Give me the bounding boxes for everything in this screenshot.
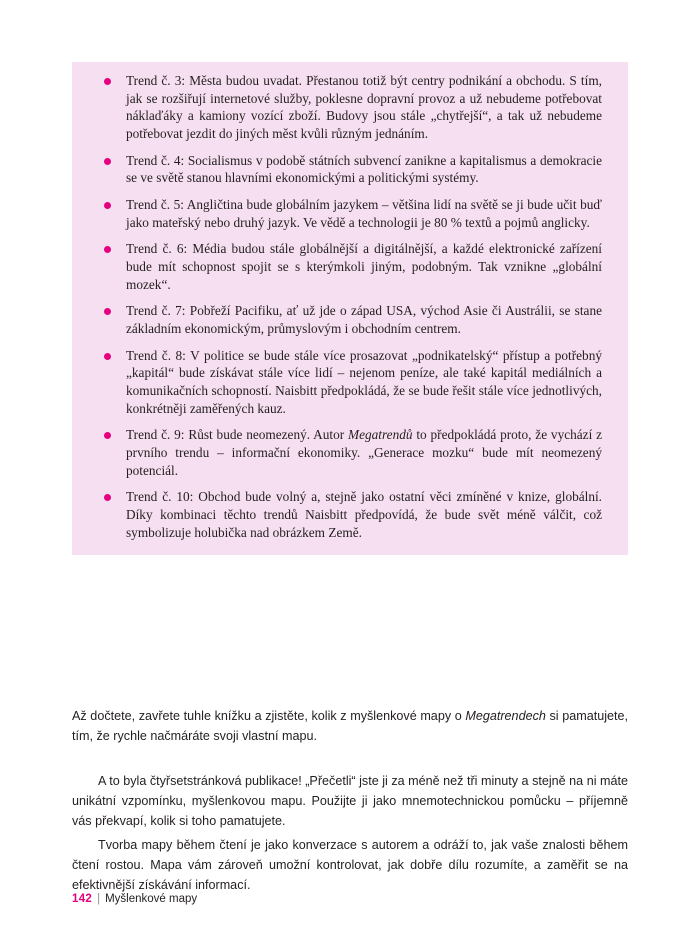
list-item bbox=[98, 196, 602, 231]
bullet-icon bbox=[104, 202, 111, 209]
list-item bbox=[98, 72, 602, 143]
page-footer bbox=[72, 893, 628, 905]
trend-6-text: Trend č. 6: Média budou stále globálnější a digitálnější, a každé elektronické zařízení bude mít schopnost spojit se s kterýmkoli jiným, podobným. Tak vznikne „globální mozek“. bbox=[126, 241, 602, 292]
list-item bbox=[98, 302, 602, 337]
trend-8-text: Trend č. 8: V politice se bude stále více prosazovat „podnikatelský“ přístup a potřebný „kapitál“ bude získávat stále více lidí – nejenom peníze, ale také kapitál mediálních a komunikačních schopností. Naisbitt předpokládá, že se bude řešit stále více jednotlivých, konkrétněji zaměřených kauz. bbox=[126, 347, 602, 416]
trend-5-text: Trend č. 5: Angličtina bude globálním jazykem – většina lidí na světě se ji bude učit buď jako mateřský nebo druhý jazyk. Ve vědě a technologii je 80 % textů a pojmů anglicky. bbox=[126, 197, 602, 230]
body-paragraph-3: Tvorba mapy během čtení je jako konverzace s autorem a odráží to, jak vaše znalosti během čtení rostou. Mapa vám zároveň umožní kontrolovat, jak dobře dílu rozumíte, a zaměřit se na efektivnější získávání informací. bbox=[72, 837, 628, 893]
bullet-icon bbox=[104, 353, 111, 360]
bullet-icon bbox=[104, 158, 111, 165]
list-item bbox=[98, 488, 602, 541]
trend-4-text: Trend č. 4: Socialismus v podobě státních subvencí zanikne a kapitalismus a demokracie se ve světě stanou hlavními ekonomickými a politickými systémy. bbox=[126, 152, 602, 186]
body-paragraph-2: A to byla čtyřsetstránková publikace! „Přečetli“ jste ji za méně než tři minuty a stejně na ni máte unikátní vzpomínku, myšlenkovou mapu. Použijte ji jako mnemotechnickou pomůcku – příjemně vás překvapí, kolik si toho pamatujete. bbox=[72, 773, 628, 829]
bullet-icon bbox=[104, 78, 111, 85]
bullet-icon bbox=[104, 246, 111, 253]
list-item bbox=[98, 152, 602, 187]
list-item bbox=[98, 347, 602, 418]
footer-separator: | bbox=[97, 893, 101, 905]
trends-highlight-box bbox=[72, 62, 628, 555]
list-item bbox=[98, 240, 602, 293]
bullet-icon bbox=[104, 432, 111, 439]
trend-7-text: Trend č. 7: Pobřeží Pacifiku, ať už jde o západ USA, východ Asie či Austrálii, se stane základním ekonomickým, průmyslovým i obchodním centrem. bbox=[126, 303, 602, 337]
page-number: 142 bbox=[72, 893, 93, 905]
bullet-icon bbox=[104, 494, 111, 501]
chapter-title: Myšlenkové mapy bbox=[105, 893, 198, 905]
trend-10-text: Trend č. 10: Obchod bude volný a, stejně jako ostatní věci zmíněné v knize, globální. Díky kombinaci těchto trendů Naisbitt předpovídá, že bude svět méně válčit, což symbolizuje holubička nad obrázkem Země. bbox=[126, 489, 602, 540]
list-item bbox=[98, 426, 602, 479]
bullet-icon bbox=[104, 308, 111, 315]
trend-3-text: Trend č. 3: Města budou uvadat. Přestanou totiž být centry podnikání a obchodu. S tím, jak se rozšiřují internetové služby, poklesne dopravní provoz a už nebudeme potřebovat náklaďáky a kamiony vozící zboží. Budovy jsou stále „chytřejší“, a tak už nebudeme potřebovat jezdit do jiných měst kvůli různým jednáním. bbox=[126, 73, 602, 142]
body-paragraph-1: Až dočtete, zavřete tuhle knížku a zjistěte, kolik z myšlenkové mapy o Megatrendech si pamatujete, tím, že rychle načmáráte svoji vlastní mapu. bbox=[72, 708, 629, 743]
trend-9-text: Trend č. 9: Růst bude neomezený. Autor Megatrendů to předpokládá proto, že vychází z prvního trendu – informační ekonomiky. „Generace mozku“ bude mít neomezený potenciál. bbox=[126, 427, 602, 478]
trends-list bbox=[72, 72, 628, 541]
